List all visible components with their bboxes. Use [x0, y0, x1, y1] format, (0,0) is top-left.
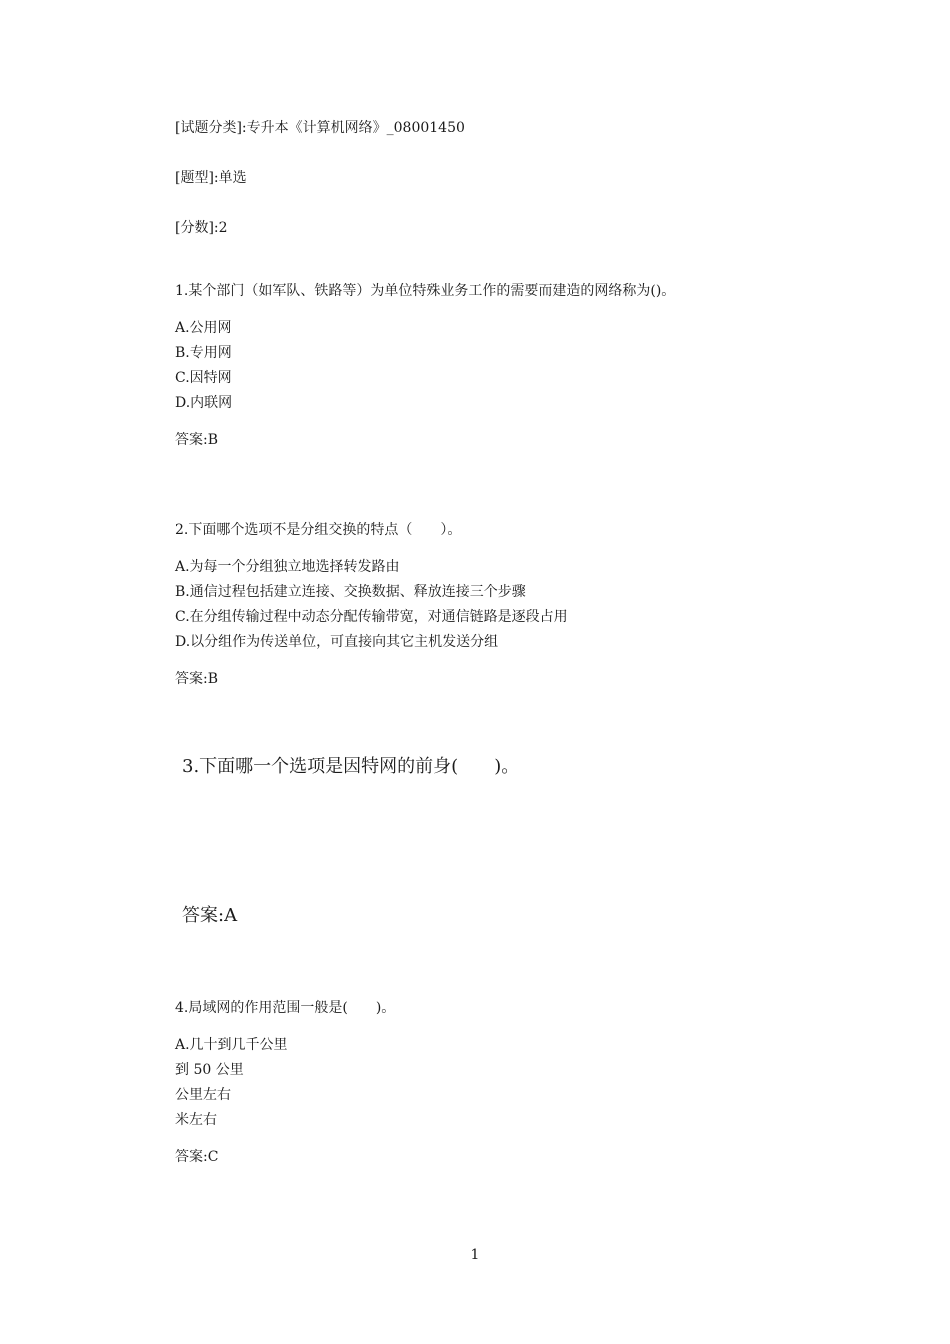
question-2-option-c: C.在分组传输过程中动态分配传输带宽，对通信链路是逐段占用	[175, 609, 568, 625]
page-number: 1	[470, 1247, 480, 1263]
question-1-answer: 答案:B	[175, 432, 219, 448]
question-4-option-a: A.几十到几千公里	[175, 1037, 288, 1053]
question-type: [题型]:单选	[175, 170, 247, 186]
question-2-option-a: A.为每一个分组独立地选择转发路由	[175, 559, 400, 575]
question-3-stem: 3.下面哪一个选项是因特网的前身( )。	[182, 756, 520, 777]
question-4-stem: 4.局域网的作用范围一般是( )。	[175, 1000, 396, 1016]
question-2-option-b: B.通信过程包括建立连接、交换数据、释放连接三个步骤	[175, 584, 526, 600]
question-4-option-c: 公里左右	[175, 1087, 231, 1103]
question-1-option-d: D.内联网	[175, 395, 233, 411]
question-2-option-d: D.以分组作为传送单位，可直接向其它主机发送分组	[175, 634, 499, 650]
question-2-stem: 2.下面哪个选项不是分组交换的特点（ ）。	[175, 522, 462, 538]
question-score: [分数]:2	[175, 220, 228, 236]
question-1-option-b: B.专用网	[175, 345, 232, 361]
question-4-option-d: 米左右	[175, 1112, 217, 1128]
question-4-option-b: 到 50 公里	[175, 1062, 244, 1078]
question-4-answer: 答案:C	[175, 1149, 219, 1165]
question-1-option-c: C.因特网	[175, 370, 232, 386]
question-1-stem: 1.某个部门（如军队、铁路等）为单位特殊业务工作的需要而建造的网络称为()。	[175, 283, 676, 299]
question-2-answer: 答案:B	[175, 671, 219, 687]
question-3-answer: 答案:A	[182, 905, 238, 926]
test-category: [试题分类]:专升本《计算机网络》_08001450	[175, 120, 465, 136]
question-1-option-a: A.公用网	[175, 320, 232, 336]
